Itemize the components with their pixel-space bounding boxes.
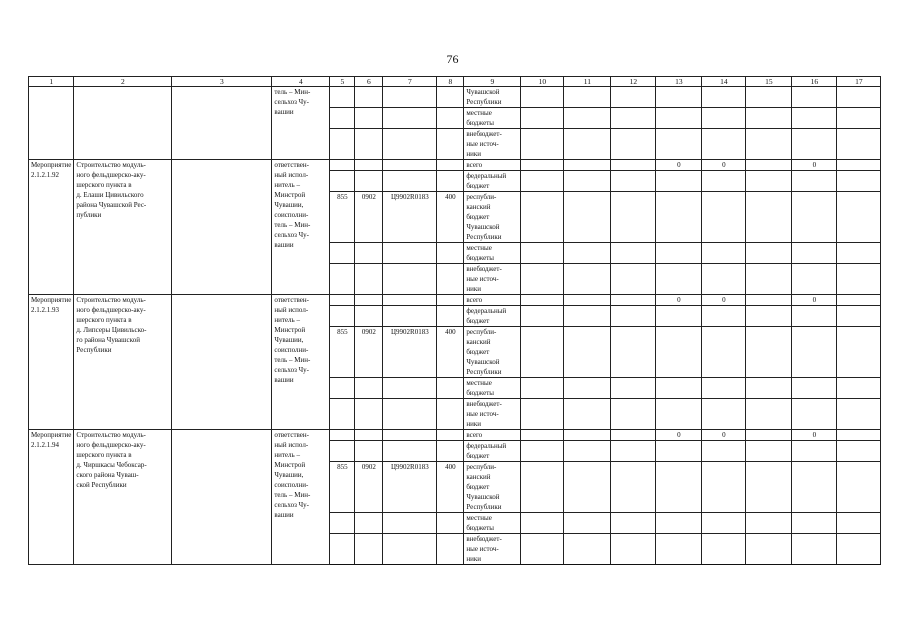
empty-cell (355, 441, 383, 462)
empty-cell (611, 441, 656, 462)
empty-cell (437, 171, 464, 192)
empty-cell (702, 192, 746, 243)
source-cell: местные бюджеты (464, 513, 521, 534)
empty-cell (746, 327, 792, 378)
empty-cell (656, 108, 702, 129)
empty-cell (564, 264, 611, 295)
empty-cell (383, 441, 437, 462)
empty-cell (437, 430, 464, 441)
value-cell: 0 (792, 430, 837, 441)
event-cell: Мероприятие 2.1.2.1.94 (29, 430, 74, 565)
empty-cell (172, 160, 272, 295)
empty-cell (564, 513, 611, 534)
empty-cell (330, 243, 355, 264)
empty-cell (792, 129, 837, 160)
header-cell: 6 (355, 77, 383, 87)
value-cell: 0 (792, 160, 837, 171)
empty-cell (746, 441, 792, 462)
executor-cell: тель – Мин- сельхоз Чу- вашии (272, 87, 330, 160)
empty-cell (437, 87, 464, 108)
event-cell (29, 87, 74, 160)
empty-cell (702, 378, 746, 399)
empty-cell (656, 264, 702, 295)
empty-cell (746, 160, 792, 171)
event-cell: Мероприятие 2.1.2.1.93 (29, 295, 74, 430)
source-cell: федеральный бюджет (464, 441, 521, 462)
empty-cell (746, 430, 792, 441)
empty-cell (837, 295, 881, 306)
event-cell: Мероприятие 2.1.2.1.92 (29, 160, 74, 295)
empty-cell (702, 129, 746, 160)
empty-cell (611, 108, 656, 129)
source-cell: республи- канский бюджет Чувашской Республики (464, 462, 521, 513)
empty-cell (521, 160, 564, 171)
empty-cell (656, 399, 702, 430)
empty-cell (611, 399, 656, 430)
empty-cell (564, 306, 611, 327)
budget-table (28, 76, 881, 565)
empty-cell (746, 399, 792, 430)
empty-cell (564, 327, 611, 378)
empty-cell (383, 399, 437, 430)
empty-cell (355, 306, 383, 327)
empty-cell (702, 399, 746, 430)
header-cell: 16 (792, 77, 837, 87)
name-cell: Строительство модуль- ного фельдшерско-аку- шерского пункта в д. Чиршкасы Чебоксар- ского района Чуваш- ской Республики (74, 430, 172, 565)
empty-cell (746, 378, 792, 399)
empty-cell (746, 108, 792, 129)
empty-cell (383, 171, 437, 192)
empty-cell (521, 171, 564, 192)
empty-cell (837, 462, 881, 513)
empty-cell (437, 129, 464, 160)
empty-cell (437, 108, 464, 129)
empty-cell (437, 160, 464, 171)
source-cell: местные бюджеты (464, 108, 521, 129)
source-cell: республи- канский бюджет Чувашской Республики (464, 192, 521, 243)
empty-cell (611, 171, 656, 192)
empty-cell (702, 327, 746, 378)
empty-cell (330, 129, 355, 160)
rzpr-cell: 0902 (355, 192, 383, 243)
empty-cell (564, 171, 611, 192)
empty-cell (355, 108, 383, 129)
value-cell: 0 (656, 160, 702, 171)
empty-cell (521, 430, 564, 441)
empty-cell (702, 87, 746, 108)
value-cell: 0 (656, 430, 702, 441)
value-cell: 0 (702, 295, 746, 306)
empty-cell (702, 171, 746, 192)
header-cell: 9 (464, 77, 521, 87)
empty-cell (792, 534, 837, 565)
empty-cell (656, 441, 702, 462)
empty-cell (746, 462, 792, 513)
empty-cell (611, 264, 656, 295)
empty-cell (330, 534, 355, 565)
empty-cell (330, 264, 355, 295)
empty-cell (521, 108, 564, 129)
empty-cell (611, 534, 656, 565)
empty-cell (330, 441, 355, 462)
empty-cell (611, 327, 656, 378)
empty-cell (746, 295, 792, 306)
empty-cell (437, 295, 464, 306)
executor-cell: ответствен- ный испол- нитель – Минстрой Чувашии, соисполни- тель – Мин- сельхоз Чу- вашии (272, 160, 330, 295)
empty-cell (330, 108, 355, 129)
empty-cell (521, 87, 564, 108)
empty-cell (611, 430, 656, 441)
rzpr-cell: 0902 (355, 462, 383, 513)
empty-cell (564, 192, 611, 243)
empty-cell (521, 129, 564, 160)
empty-cell (792, 513, 837, 534)
empty-cell (611, 129, 656, 160)
empty-cell (383, 160, 437, 171)
source-cell: внебюджет- ные источ- ники (464, 129, 521, 160)
empty-cell (355, 430, 383, 441)
empty-cell (355, 295, 383, 306)
empty-cell (355, 264, 383, 295)
executor-cell: ответствен- ный испол- нитель – Минстрой Чувашии, соисполни- тель – Мин- сельхоз Чу- вашии (272, 430, 330, 565)
empty-cell (521, 264, 564, 295)
grbs-cell: 855 (330, 462, 355, 513)
empty-cell (383, 430, 437, 441)
empty-cell (611, 306, 656, 327)
name-cell (74, 87, 172, 160)
empty-cell (656, 129, 702, 160)
empty-cell (611, 87, 656, 108)
empty-cell (746, 513, 792, 534)
empty-cell (330, 378, 355, 399)
empty-cell (383, 295, 437, 306)
empty-cell (656, 243, 702, 264)
table-row (29, 160, 881, 171)
empty-cell (702, 513, 746, 534)
empty-cell (437, 513, 464, 534)
empty-cell (792, 441, 837, 462)
empty-cell (702, 462, 746, 513)
empty-cell (656, 192, 702, 243)
value-cell: 0 (702, 430, 746, 441)
csr-cell: Ц9902R0183 (383, 462, 437, 513)
empty-cell (837, 160, 881, 171)
empty-cell (656, 87, 702, 108)
grbs-cell: 855 (330, 192, 355, 243)
empty-cell (521, 513, 564, 534)
source-cell: республи- канский бюджет Чувашской Республики (464, 327, 521, 378)
empty-cell (746, 129, 792, 160)
empty-cell (792, 192, 837, 243)
empty-cell (521, 192, 564, 243)
empty-cell (330, 87, 355, 108)
empty-cell (521, 295, 564, 306)
source-cell: внебюджет- ные источ- ники (464, 399, 521, 430)
empty-cell (837, 108, 881, 129)
source-cell: Чувашской Республики (464, 87, 521, 108)
empty-cell (564, 378, 611, 399)
table-row (29, 87, 881, 108)
empty-cell (383, 243, 437, 264)
header-cell: 8 (437, 77, 464, 87)
empty-cell (837, 327, 881, 378)
header-cell: 5 (330, 77, 355, 87)
empty-cell (792, 462, 837, 513)
empty-cell (521, 462, 564, 513)
value-cell: 0 (792, 295, 837, 306)
empty-cell (837, 378, 881, 399)
empty-cell (792, 171, 837, 192)
empty-cell (837, 441, 881, 462)
empty-cell (355, 171, 383, 192)
header-cell: 12 (611, 77, 656, 87)
empty-cell (702, 441, 746, 462)
grbs-cell: 855 (330, 327, 355, 378)
table-row (29, 295, 881, 306)
header-cell: 3 (172, 77, 272, 87)
empty-cell (792, 327, 837, 378)
empty-cell (521, 243, 564, 264)
empty-cell (837, 306, 881, 327)
empty-cell (564, 160, 611, 171)
empty-cell (564, 87, 611, 108)
empty-cell (746, 171, 792, 192)
empty-cell (564, 462, 611, 513)
empty-cell (355, 534, 383, 565)
vr-cell: 400 (437, 327, 464, 378)
empty-cell (383, 129, 437, 160)
empty-cell (437, 441, 464, 462)
empty-cell (792, 399, 837, 430)
header-cell: 15 (746, 77, 792, 87)
empty-cell (702, 306, 746, 327)
vr-cell: 400 (437, 192, 464, 243)
empty-cell (792, 108, 837, 129)
empty-cell (837, 264, 881, 295)
empty-cell (172, 295, 272, 430)
empty-cell (656, 534, 702, 565)
header-cell: 4 (272, 77, 330, 87)
empty-cell (564, 243, 611, 264)
empty-cell (792, 378, 837, 399)
empty-cell (702, 243, 746, 264)
header-cell: 13 (656, 77, 702, 87)
empty-cell (383, 378, 437, 399)
empty-cell (611, 462, 656, 513)
executor-cell: ответствен- ный испол- нитель – Минстрой Чувашии, соисполни- тель – Мин- сельхоз Чу- вашии (272, 295, 330, 430)
rzpr-cell: 0902 (355, 327, 383, 378)
empty-cell (437, 243, 464, 264)
header-cell: 11 (564, 77, 611, 87)
empty-cell (792, 87, 837, 108)
empty-cell (564, 295, 611, 306)
source-cell: федеральный бюджет (464, 171, 521, 192)
empty-cell (355, 378, 383, 399)
empty-cell (355, 513, 383, 534)
empty-cell (837, 192, 881, 243)
empty-cell (837, 430, 881, 441)
empty-cell (564, 129, 611, 160)
empty-cell (355, 129, 383, 160)
empty-cell (792, 306, 837, 327)
empty-cell (656, 327, 702, 378)
empty-cell (837, 399, 881, 430)
value-cell: 0 (702, 160, 746, 171)
name-cell: Строительство модуль- ного фельдшерско-аку- шерского пункта в д. Елаши Цивильского района Чувашской Рес- публики (74, 160, 172, 295)
empty-cell (702, 264, 746, 295)
empty-cell (355, 243, 383, 264)
empty-cell (383, 108, 437, 129)
empty-cell (330, 160, 355, 171)
header-cell: 2 (74, 77, 172, 87)
empty-cell (521, 327, 564, 378)
empty-cell (837, 171, 881, 192)
empty-cell (330, 295, 355, 306)
empty-cell (656, 513, 702, 534)
table-row (29, 430, 881, 441)
empty-cell (437, 306, 464, 327)
empty-cell (564, 430, 611, 441)
empty-cell (383, 87, 437, 108)
empty-cell (837, 87, 881, 108)
empty-cell (611, 513, 656, 534)
empty-cell (355, 160, 383, 171)
header-cell: 14 (702, 77, 746, 87)
empty-cell (656, 171, 702, 192)
empty-cell (521, 441, 564, 462)
empty-cell (383, 534, 437, 565)
empty-cell (521, 378, 564, 399)
empty-cell (564, 108, 611, 129)
empty-cell (656, 306, 702, 327)
empty-cell (437, 378, 464, 399)
empty-cell (564, 399, 611, 430)
empty-cell (437, 534, 464, 565)
name-cell: Строительство модуль- ного фельдшерско-аку- шерского пункта в д. Липсеры Цивильско- го района Чувашской Республики (74, 295, 172, 430)
empty-cell (656, 378, 702, 399)
source-cell: местные бюджеты (464, 243, 521, 264)
empty-cell (521, 534, 564, 565)
source-cell: всего (464, 430, 521, 441)
empty-cell (746, 264, 792, 295)
empty-cell (437, 399, 464, 430)
empty-cell (792, 243, 837, 264)
empty-cell (746, 306, 792, 327)
empty-cell (837, 243, 881, 264)
value-cell: 0 (656, 295, 702, 306)
empty-cell (837, 513, 881, 534)
empty-cell (383, 264, 437, 295)
empty-cell (702, 108, 746, 129)
empty-cell (611, 378, 656, 399)
empty-cell (611, 160, 656, 171)
header-cell: 7 (383, 77, 437, 87)
empty-cell (330, 306, 355, 327)
source-cell: местные бюджеты (464, 378, 521, 399)
empty-cell (792, 264, 837, 295)
csr-cell: Ц9902R0183 (383, 192, 437, 243)
empty-cell (383, 306, 437, 327)
empty-cell (383, 513, 437, 534)
empty-cell (837, 129, 881, 160)
empty-cell (330, 513, 355, 534)
empty-cell (564, 534, 611, 565)
empty-cell (702, 534, 746, 565)
source-cell: всего (464, 160, 521, 171)
empty-cell (611, 243, 656, 264)
empty-cell (746, 87, 792, 108)
empty-cell (521, 306, 564, 327)
header-cell: 1 (29, 77, 74, 87)
empty-cell (355, 87, 383, 108)
empty-cell (437, 264, 464, 295)
empty-cell (837, 534, 881, 565)
header-cell: 10 (521, 77, 564, 87)
empty-cell (746, 192, 792, 243)
empty-cell (611, 192, 656, 243)
empty-cell (564, 441, 611, 462)
empty-cell (611, 295, 656, 306)
header-row (29, 77, 881, 87)
vr-cell: 400 (437, 462, 464, 513)
page-number: 76 (446, 52, 459, 66)
source-cell: внебюджет- ные источ- ники (464, 534, 521, 565)
csr-cell: Ц9902R0183 (383, 327, 437, 378)
source-cell: всего (464, 295, 521, 306)
empty-cell (656, 462, 702, 513)
empty-cell (172, 430, 272, 565)
empty-cell (746, 243, 792, 264)
empty-cell (330, 399, 355, 430)
empty-cell (172, 87, 272, 160)
source-cell: федеральный бюджет (464, 306, 521, 327)
header-cell: 17 (837, 77, 881, 87)
empty-cell (330, 430, 355, 441)
empty-cell (521, 399, 564, 430)
source-cell: внебюджет- ные источ- ники (464, 264, 521, 295)
empty-cell (746, 534, 792, 565)
empty-cell (355, 399, 383, 430)
empty-cell (330, 171, 355, 192)
